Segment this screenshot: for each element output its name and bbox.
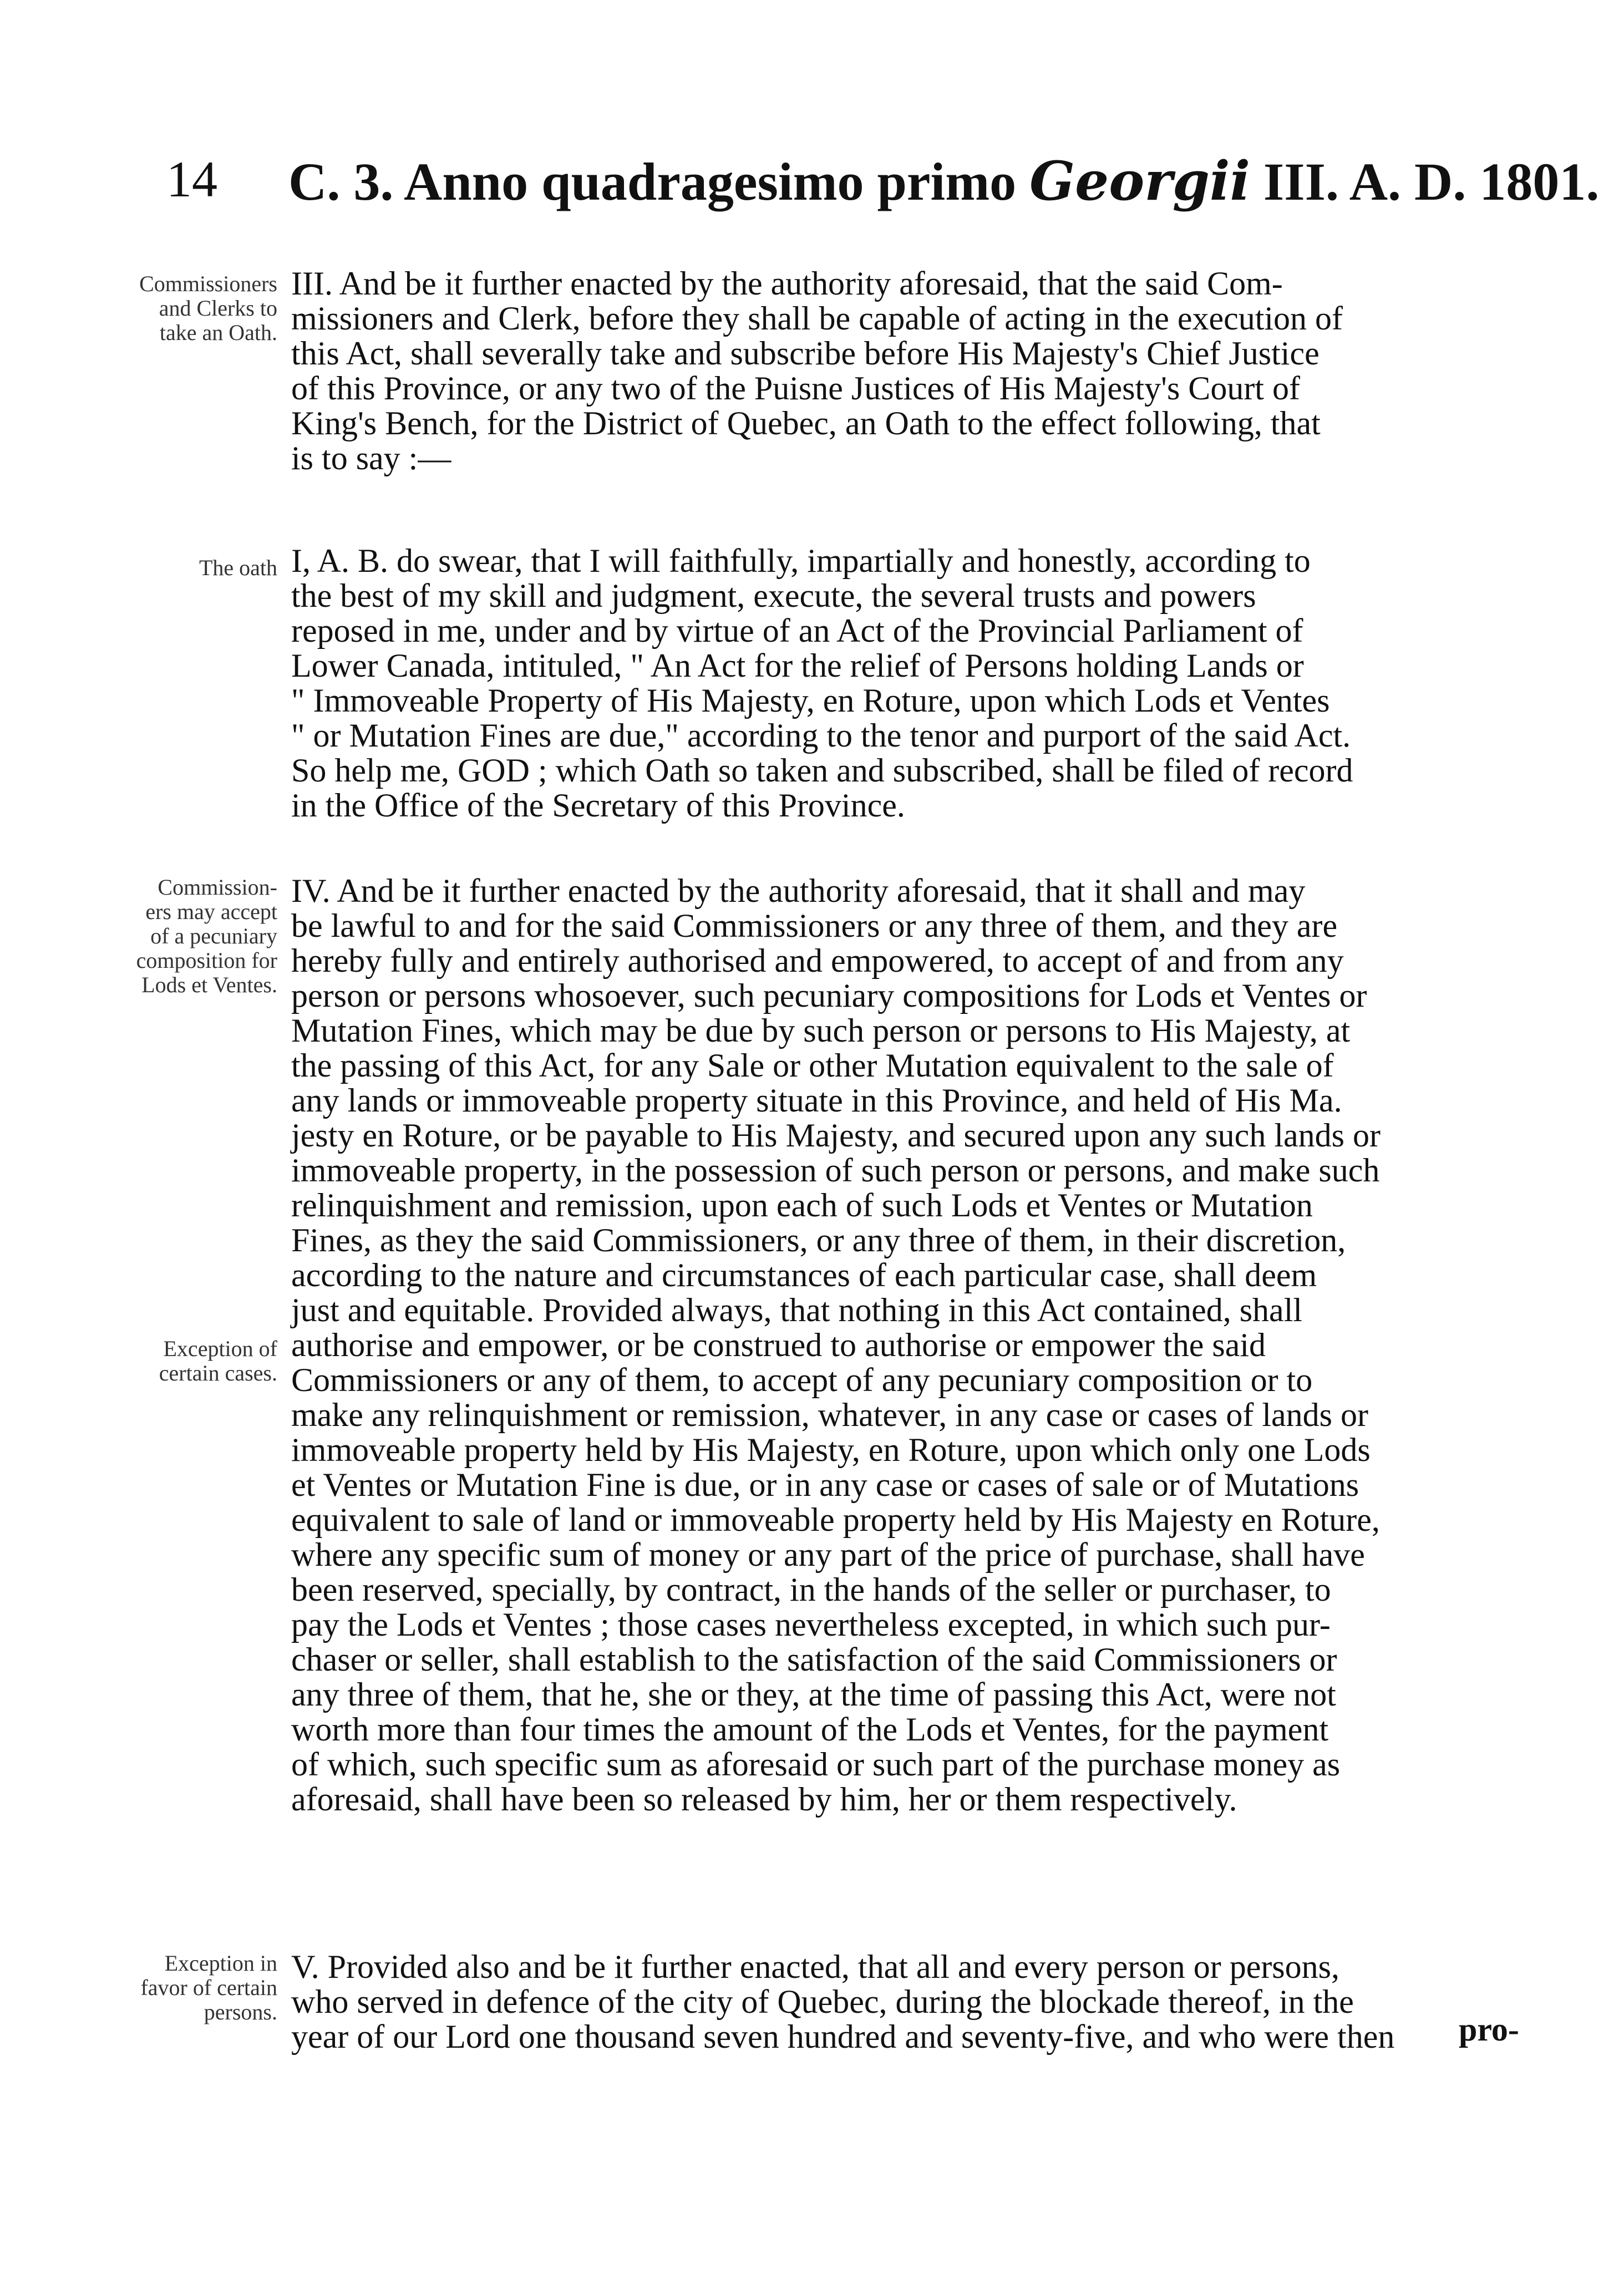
text-line: the passing of this Act, for any Sale or other Mutation equivalent to the sale of [291,1047,1334,1084]
text-line: in the Office of the Secretary of this Province. [291,787,905,824]
margin-note-line: composition for [136,948,277,973]
margin-note-line: Commissioners [139,271,277,296]
text-line: where any specific sum of money or any part of the price of purchase, shall have [291,1536,1365,1573]
text-line: according to the nature and circumstances of each particular case, shall deem [291,1257,1317,1293]
text-line: year of our Lord one thousand seven hundred and seventy-five, and who were then [291,2018,1395,2055]
text-line: been reserved, specially, by contract, in the hands of the seller or purchaser, to [291,1571,1331,1608]
margin-note-line: ers may accept [145,899,277,924]
text-line: pay the Lods et Ventes ; those cases nevertheless excepted, in which such pur- [291,1606,1331,1643]
text-line: is to say :— [291,440,451,476]
oath-text [291,544,1534,823]
catchword: pro- [1459,2011,1519,2048]
running-head-king: Georgii [1029,150,1250,212]
margin-note-line: and Clerks to [159,296,277,321]
text-line: of which, such specific sum as aforesaid or such part of the purchase money as [291,1746,1341,1783]
margin-note-line: favor of certain [140,1975,277,2000]
margin-note-may-accept [111,875,277,997]
page-header [0,150,1624,216]
text-line: aforesaid, shall have been so released by him, her or them respectively. [291,1781,1237,1818]
text-line: any three of them, that he, she or they, at the time of passing this Act, were not [291,1676,1336,1713]
margin-note-the-oath [111,556,277,580]
text-line: III. And be it further enacted by the authority aforesaid, that the said Com- [291,265,1283,302]
text-line: King's Bench, for the District of Quebec, an Oath to the effect following, that [291,405,1321,441]
text-line: reposed in me, under and by virtue of an Act of the Provincial Parliament of [291,612,1303,649]
margin-note-line: Exception in [164,1951,277,1976]
text-line: who served in defence of the city of Quebec, during the blockade thereof, in the [291,1983,1354,2020]
text-line: worth more than four times the amount of the Lods et Ventes, for the payment [291,1711,1329,1748]
text-line: Mutation Fines, which may be due by such person or persons to His Majesty, at [291,1012,1351,1049]
text-line: So help me, GOD ; which Oath so taken and subscribed, shall be filed of record [291,752,1353,789]
text-line: V. Provided also and be it further enacted, that all and every person or persons, [291,1948,1339,1985]
text-line: Fines, as they the said Commissioners, or any three of them, in their discretion, [291,1222,1346,1258]
text-line: hereby fully and entirely authorised and empowered, to accept of and from any [291,942,1344,979]
margin-note-line: persons. [204,1999,277,2024]
text-line: equivalent to sale of land or immoveable property held by His Majesty en Roture, [291,1501,1380,1538]
text-line: person or persons whosoever, such pecuniary compositions for Lods et Ventes or [291,977,1367,1014]
margin-note-line: of a pecuniary [150,923,277,948]
text-line: " Immoveable Property of His Majesty, en Roture, upon which Lods et Ventes [291,682,1330,719]
text-line: immoveable property held by His Majesty, en Roture, upon which only one Lods [291,1432,1371,1468]
text-line: I, A. B. do swear, that I will faithfully, impartially and honestly, according to [291,542,1311,579]
page-number: 14 [166,151,217,207]
margin-note-exception [111,1337,277,1385]
section-4 [291,874,1534,1817]
running-head [288,150,1600,212]
margin-note-line: take an Oath. [159,320,277,345]
text-line: this Act, shall severally take and subscribe before His Majesty's Chief Justice [291,335,1319,372]
text-line: chaser or seller, shall establish to the satisfaction of the said Commissioners or [291,1641,1337,1678]
text-line: authorise and empower, or be construed to authorise or empower the said [291,1327,1266,1363]
margin-note-line: Lods et Ventes. [141,972,277,997]
section-5 [291,1950,1534,2054]
text-line: et Ventes or Mutation Fine is due, or in any case or cases of sale or of Mutations [291,1466,1359,1503]
text-line: of this Province, or any two of the Puisne Justices of His Majesty's Court of [291,370,1300,407]
text-line: make any relinquishment or remission, whatever, in any case or cases of lands or [291,1397,1369,1433]
text-line: be lawful to and for the said Commissioners or any three of them, and they are [291,907,1338,944]
margin-note-exemption [111,1951,277,2024]
margin-note-line: Commission- [158,875,277,900]
section-3 [291,266,1534,476]
text-line: the best of my skill and judgment, execute, the several trusts and powers [291,577,1256,614]
margin-note-line: Exception of [163,1336,277,1361]
text-line: missioners and Clerk, before they shall be capable of acting in the execution of [291,300,1343,337]
text-line: Lower Canada, intituled, " An Act for the relief of Persons holding Lands or [291,647,1304,684]
margin-note-oath [111,272,277,345]
text-line: Commissioners or any of them, to accept of any pecuniary composition or to [291,1362,1313,1398]
text-line: " or Mutation Fines are due," according to the tenor and purport of the said Act. [291,717,1351,754]
text-line: jesty en Roture, or be payable to His Majesty, and secured upon any such lands or [291,1117,1381,1154]
text-line: just and equitable. Provided always, that nothing in this Act contained, shall [291,1292,1303,1328]
margin-note-line: The oath [199,555,277,580]
text-line: relinquishment and remission, upon each of such Lods et Ventes or Mutation [291,1187,1313,1224]
running-head-prefix: C. 3. Anno quadragesimo primo [288,152,1017,211]
running-head-suffix: III. A. D. 1801. [1263,152,1600,211]
text-line: IV. And be it further enacted by the authority aforesaid, that it shall and may [291,872,1306,909]
text-line: any lands or immoveable property situate in this Province, and held of His Ma. [291,1082,1342,1119]
text-line: immoveable property, in the possession of such person or persons, and make such [291,1152,1380,1189]
margin-note-line: certain cases. [159,1361,277,1385]
